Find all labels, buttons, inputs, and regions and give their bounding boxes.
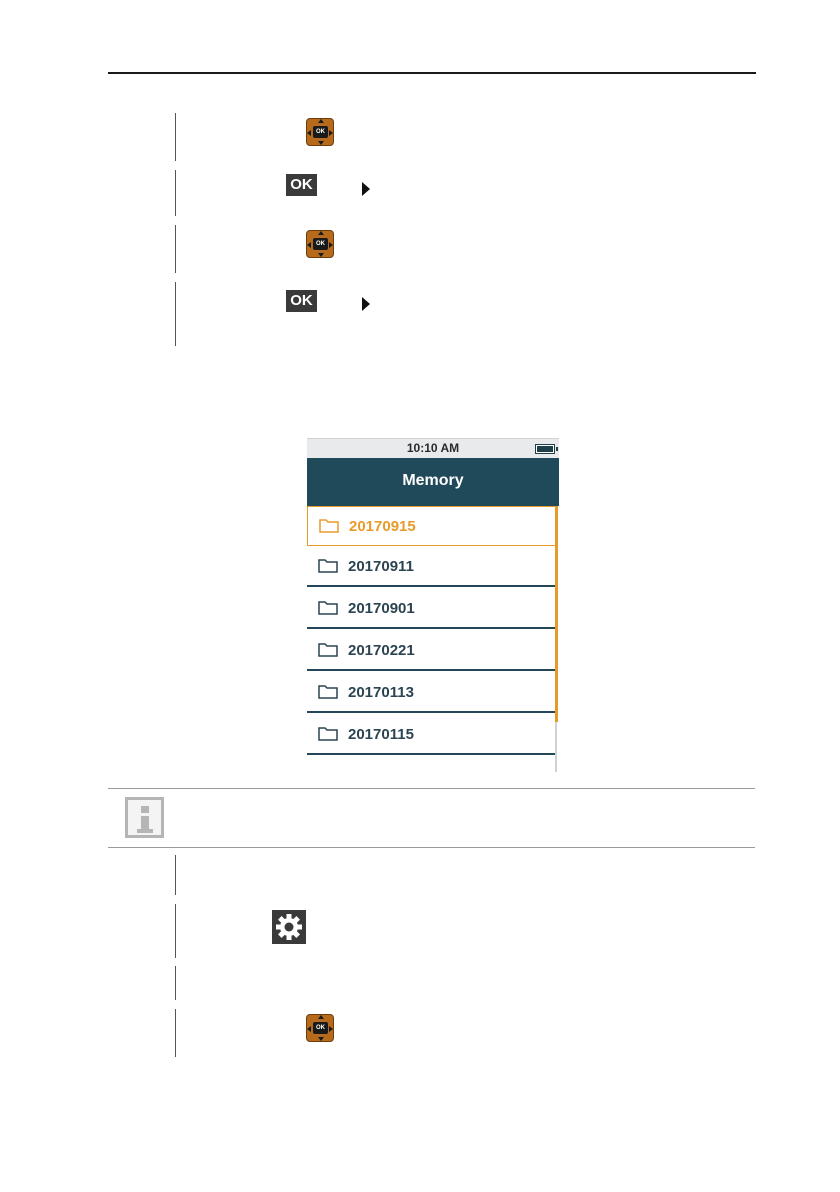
scrollbar-thumb[interactable]	[555, 506, 558, 722]
screen-title: Memory	[402, 472, 464, 489]
status-bar	[307, 438, 559, 458]
step-marker-4	[175, 282, 176, 346]
ok-key-icon: OK	[286, 174, 317, 196]
folder-label: 20170113	[348, 684, 414, 701]
folder-icon	[318, 727, 338, 741]
header-rule	[108, 72, 756, 74]
info-icon	[125, 797, 164, 838]
note-bottom-rule	[108, 847, 755, 848]
folder-item-partial	[307, 757, 557, 772]
title-bar	[307, 458, 559, 506]
status-time: 10:10 AM	[406, 441, 460, 455]
folder-icon	[318, 685, 338, 699]
step-marker-8	[175, 1009, 176, 1057]
step-marker-5	[175, 855, 176, 895]
folder-icon	[318, 601, 338, 615]
joystick-icon: OK	[306, 118, 334, 146]
folder-label: 20170221	[348, 642, 415, 659]
battery-icon	[535, 444, 555, 454]
step-marker-1	[175, 113, 176, 161]
arrow-right-icon	[362, 182, 370, 196]
folder-icon	[318, 643, 338, 657]
folder-item[interactable]	[307, 715, 557, 755]
step-marker-2	[175, 170, 176, 216]
folder-item[interactable]	[307, 589, 557, 629]
joystick-icon: OK	[306, 230, 334, 258]
folder-item[interactable]	[307, 506, 557, 546]
folder-label: 20170911	[348, 558, 414, 575]
note-top-rule	[108, 788, 755, 789]
step-marker-6	[175, 904, 176, 958]
folder-icon	[318, 559, 338, 573]
folder-item[interactable]	[307, 673, 557, 713]
device-screen	[307, 438, 559, 772]
joystick-icon: OK	[306, 1014, 334, 1042]
gear-icon	[272, 910, 306, 944]
folder-label: 20170915	[349, 518, 416, 535]
step-marker-3	[175, 225, 176, 273]
step-marker-7	[175, 966, 176, 1000]
arrow-right-icon	[362, 297, 370, 311]
ok-key-icon: OK	[286, 290, 317, 312]
folder-icon	[319, 519, 339, 533]
folder-label: 20170901	[348, 600, 415, 617]
folder-item[interactable]	[307, 631, 557, 671]
folder-item[interactable]	[307, 547, 557, 587]
folder-label: 20170115	[348, 726, 414, 743]
